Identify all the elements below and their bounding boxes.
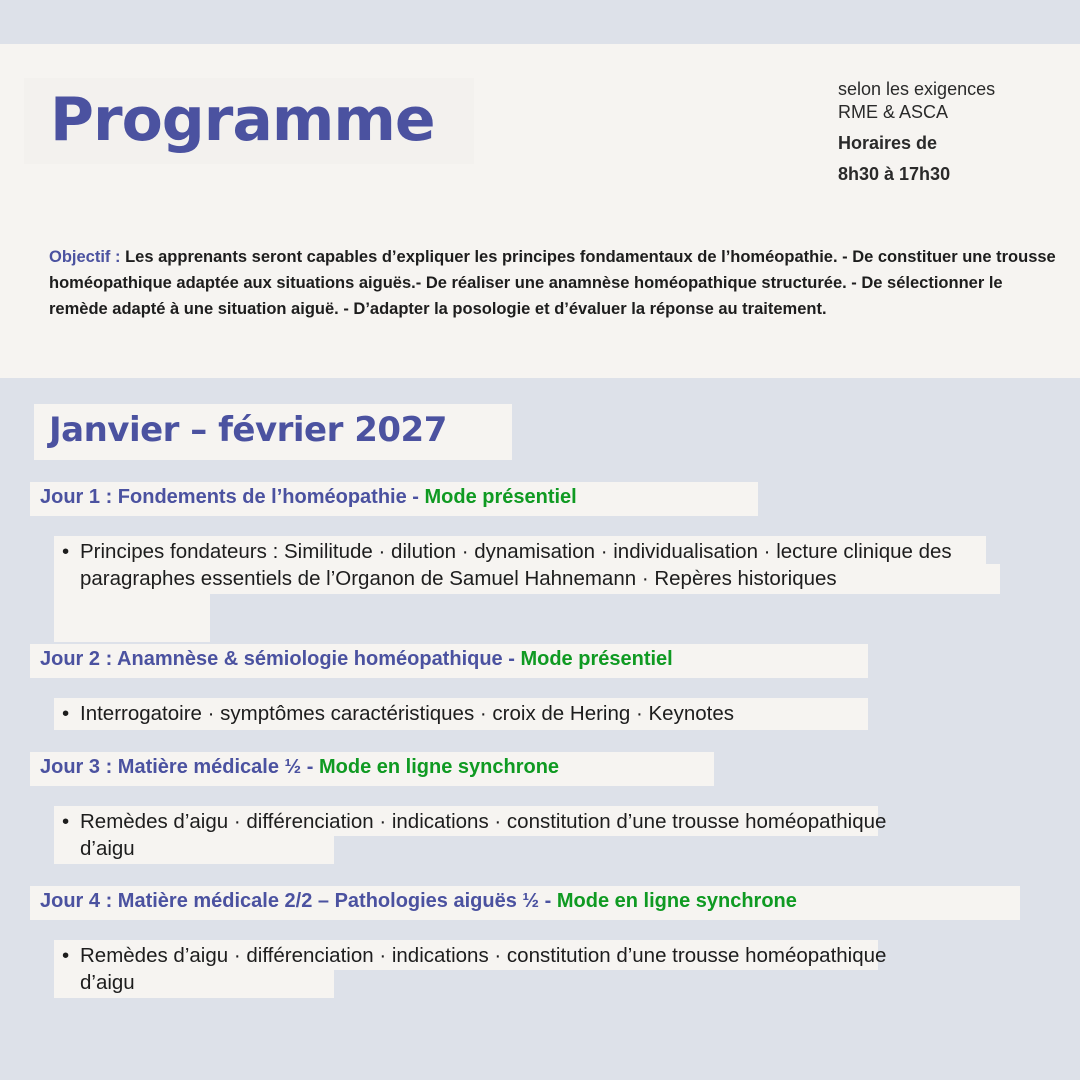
day-4-bullet-text: Remèdes d’aigu · différenciation · indications · constitution d’une trousse homéopathique d’aigu: [80, 944, 887, 994]
day-3-heading: [40, 753, 559, 781]
day-2-bullet: [62, 700, 912, 727]
bullet-dot: •: [62, 540, 70, 563]
bullet-dot: •: [62, 702, 70, 725]
requirements-block: [838, 78, 995, 190]
hours-value: 8h30 à 17h30: [838, 164, 951, 184]
day-3-title: Jour 3 : Matière médicale ½ -: [40, 756, 319, 778]
objective-text: Les apprenants seront capables d’expliquer les principes fondamentaux de l’homéopathie. - De constituer une trousse homéopathique adaptée aux situations aiguës.- De réaliser une anamnèse homéopathique structurée. - De sélectionner le remède adapté à une situation aiguë. - D’adapter la posologie et d’évaluer la réponse au traitement.: [49, 248, 1056, 318]
page-title: Programme: [50, 85, 435, 155]
objective-paragraph: [49, 244, 1059, 322]
hours-label: Horaires de: [838, 133, 938, 153]
day-1-bullet-text: Principes fondateurs : Similitude · dilution · dynamisation · individualisation · lecture clinique des paragraphes essentiels de l’Organon de Samuel Hahnemann · Repères historiques: [80, 540, 952, 590]
day-2-mode: Mode présentiel: [520, 648, 673, 670]
day-3-mode: Mode en ligne synchrone: [319, 756, 560, 778]
day-1-mode: Mode présentiel: [424, 486, 577, 508]
requirements-line-2: RME & ASCA: [838, 102, 949, 122]
day-1-bullet: [62, 538, 992, 592]
month-heading: Janvier – février 2027: [49, 410, 447, 450]
requirements-line-1: selon les exigences: [838, 79, 996, 99]
day-4-heading: [40, 887, 797, 915]
day-1-title: Jour 1 : Fondements de l’homéopathie -: [40, 486, 425, 508]
day-2-bullet-text: Interrogatoire · symptômes caractéristiques · croix de Hering · Keynotes: [80, 702, 734, 725]
bullet-dot: •: [62, 944, 70, 967]
objective-label: Objectif :: [49, 248, 121, 266]
day-2-title: Jour 2 : Anamnèse & sémiologie homéopathique -: [40, 648, 521, 670]
day-2-heading: [40, 645, 673, 673]
day-4-title: Jour 4 : Matière médicale 2/2 – Pathologies aiguës ½ -: [40, 890, 557, 912]
day-3-bullet: [62, 808, 892, 862]
day-4-bullet: [62, 942, 892, 996]
day-1-heading: [40, 483, 577, 511]
day-3-bullet-text: Remèdes d’aigu · différenciation · indications · constitution d’une trousse homéopathique d’aigu: [80, 810, 887, 860]
bullet-dot: •: [62, 810, 70, 833]
day-4-mode: Mode en ligne synchrone: [556, 890, 797, 912]
day-1-bullet-highlight-3: [54, 592, 210, 642]
